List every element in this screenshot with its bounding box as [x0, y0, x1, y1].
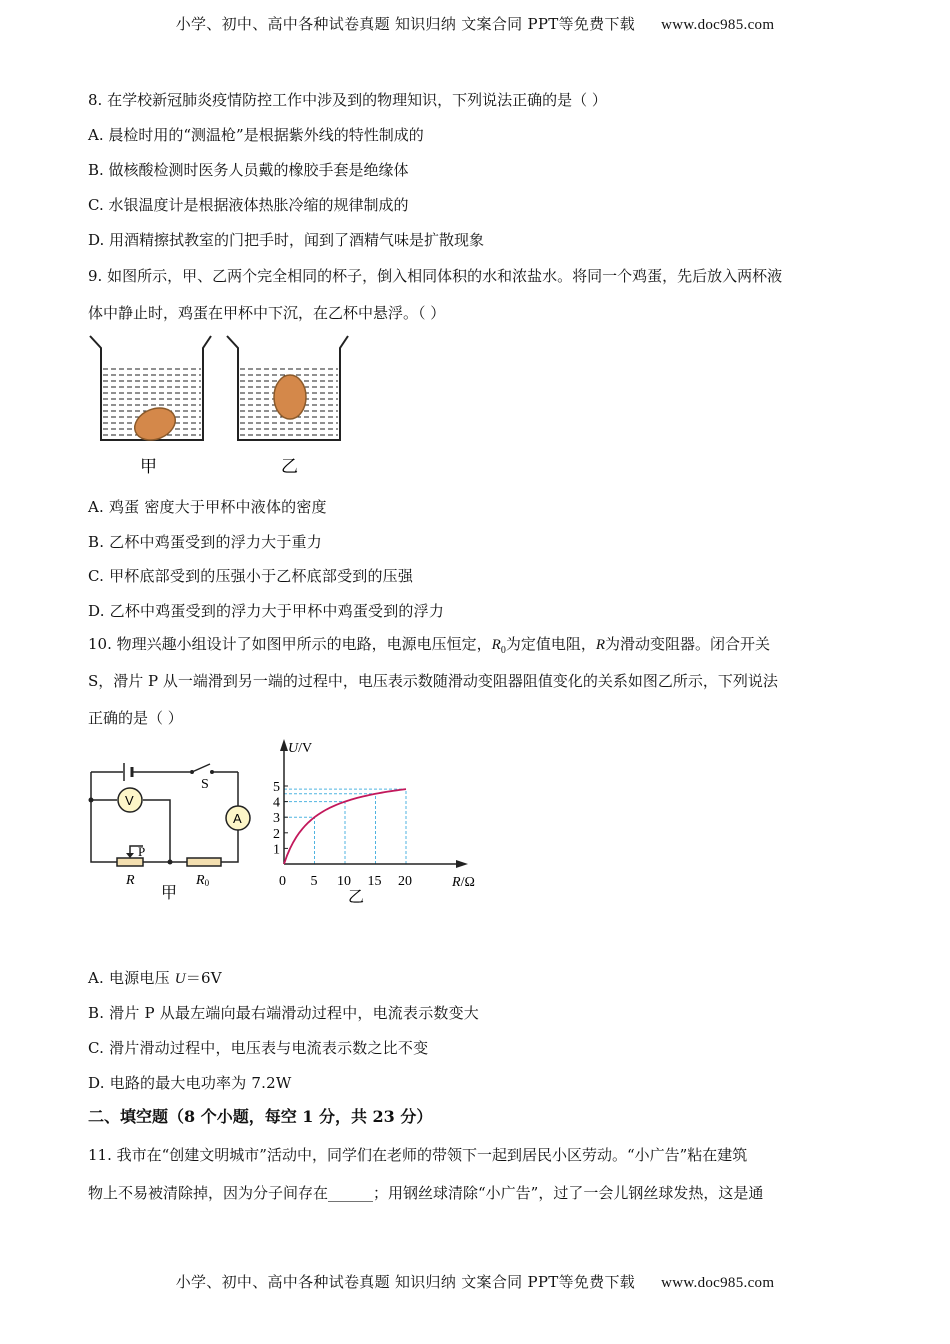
x-tick-label-20: 20 [398, 874, 412, 889]
y-tick-labels [273, 780, 288, 857]
y-tick-label-1: 1 [273, 842, 280, 858]
y-axis-label-unit: /V [298, 741, 313, 756]
egg-yi [274, 375, 306, 419]
resistor-label-subscript: 0 [204, 878, 210, 888]
q10-option-b: B. 滑片 P 从最左端向最右端滑动过程中，电流表示数变大 [88, 1004, 479, 1022]
q11-line1: 11. 我市在“创建文明城市”活动中，同学们在老师的带领下一起到居民小区劳动。“小广告”粘在建筑 [88, 1146, 748, 1164]
ammeter-icon [226, 806, 250, 830]
q10-option-a-post: ＝6V [185, 969, 222, 987]
switch-icon [190, 764, 214, 774]
q8-option-a: A. 晨检时用的“测温枪”是根据紫外线的特性制成的 [88, 126, 424, 144]
q11-line2: 物上不易被清除掉，因为分子间存在______；用钢丝球清除“小广告”，过了一会儿钢丝球发热，这是通 [88, 1184, 764, 1202]
q10-stem-part-b: 为定值电阻， [505, 635, 596, 653]
x-tick-label-15: 15 [367, 874, 382, 889]
page-header [0, 13, 950, 34]
q10-option-c: C. 滑片滑动过程中，电压表与电流表示数之比不变 [88, 1039, 429, 1057]
ammeter-label: A [233, 811, 242, 826]
q10-stem-part-a: 10. 物理兴趣小组设计了如图甲所示的电路，电源电压恒定， [88, 635, 492, 653]
beakers-figure [85, 330, 365, 480]
y-axis-arrow-icon [280, 739, 288, 751]
q10-option-a-var: U [174, 971, 186, 987]
voltmeter-label: V [125, 793, 134, 808]
r0-subscript: 0 [500, 645, 506, 656]
q9-stem-line2: 体中静止时，鸡蛋在甲杯中下沉，在乙杯中悬浮。（ ） [88, 304, 446, 322]
q8-option-c: C. 水银温度计是根据液体热胀冷缩的规律制成的 [88, 196, 409, 214]
q9-option-c: C. 甲杯底部受到的压强小于乙杯底部受到的压强 [88, 567, 414, 585]
origin-label: 0 [279, 874, 286, 889]
q9-option-a: A. 鸡蛋 密度大于甲杯中液体的密度 [88, 498, 327, 516]
x-tick-label-10: 10 [337, 874, 351, 889]
q8-option-d: D. 用酒精擦拭教室的门把手时，闻到了酒精气味是扩散现象 [88, 231, 485, 249]
q8-option-b: B. 做核酸检测时医务人员戴的橡胶手套是绝缘体 [88, 161, 409, 179]
x-axis-label-var: R [452, 875, 461, 890]
x-axis-label [451, 875, 475, 890]
y-tick-label-4: 4 [273, 795, 280, 811]
q10-stem-line2: S，滑片 P 从一端滑到另一端的过程中，电压表示数随滑动变阻器阻值变化的关系如图乙所示，下列说法 [88, 672, 778, 690]
r0-symbol: R [491, 637, 501, 653]
beaker-yi-label: 乙 [281, 457, 298, 477]
battery-icon [124, 763, 132, 781]
footer-url[interactable]: www.doc985.com [661, 1275, 775, 1291]
q10-option-a [88, 968, 878, 989]
switch-label: S [201, 777, 209, 792]
y-tick-label-2: 2 [273, 826, 280, 842]
section-2-title: 二、填空题（8 个小题，每空 1 分，共 23 分） [88, 1107, 433, 1126]
q9-stem-line1: 9. 如图所示，甲、乙两个完全相同的杯子，倒入相同体积的水和浓盐水。将同一个鸡蛋，先后放入两杯液 [88, 267, 783, 285]
q9-option-d: D. 乙杯中鸡蛋受到的浮力大于甲杯中鸡蛋受到的浮力 [88, 602, 445, 620]
q10-option-d: D. 电路的最大电功率为 7.2W [88, 1074, 292, 1092]
voltmeter-icon [118, 788, 142, 812]
r-symbol: R [595, 637, 605, 653]
page-footer [0, 1271, 950, 1292]
resistor-label-symbol: R [196, 873, 205, 888]
q10-stem-part-c: 为滑动变阻器。闭合开关 [605, 635, 771, 653]
resistor-icon [187, 858, 221, 866]
q10-option-a-pre: A. 电源电压 [88, 969, 175, 987]
y-axis-label-var: U [288, 741, 299, 756]
slider-label: P [138, 844, 146, 859]
chart-caption: 乙 [348, 887, 365, 906]
header-text: 小学、初中、高中各种试卷真题 知识归纳 文案合同 PPT等免费下载 [175, 15, 636, 33]
circuit-caption: 甲 [161, 883, 178, 902]
q10-stem-line1 [88, 634, 878, 661]
x-axis-label-unit: /Ω [460, 875, 475, 890]
x-tick-label-5: 5 [310, 874, 318, 889]
q9-option-b: B. 乙杯中鸡蛋受到的浮力大于重力 [88, 533, 322, 551]
beaker-jia [90, 336, 211, 446]
y-tick-label-3: 3 [273, 811, 280, 827]
y-tick-label-5: 5 [273, 780, 280, 795]
footer-text: 小学、初中、高中各种试卷真题 知识归纳 文案合同 PPT等免费下载 [175, 1273, 636, 1291]
voltage-resistance-chart [262, 733, 487, 911]
resistor-label [195, 873, 210, 888]
beaker-jia-label: 甲 [140, 457, 157, 477]
header-url[interactable]: www.doc985.com [661, 17, 775, 33]
guide-lines [284, 789, 406, 864]
rheostat-icon [117, 858, 143, 866]
rheostat-label: R [126, 873, 135, 888]
q10-stem-line3: 正确的是（ ） [88, 709, 183, 727]
y-axis-label [288, 741, 312, 756]
junction-dot-left [89, 798, 94, 803]
x-axis-arrow-icon [456, 860, 468, 868]
q8-stem: 8. 在学校新冠肺炎疫情防控工作中涉及到的物理知识，下列说法正确的是（ ） [88, 91, 607, 109]
junction-dot-middle [168, 860, 173, 865]
circuit-diagram [80, 755, 260, 905]
beaker-yi [227, 336, 348, 440]
